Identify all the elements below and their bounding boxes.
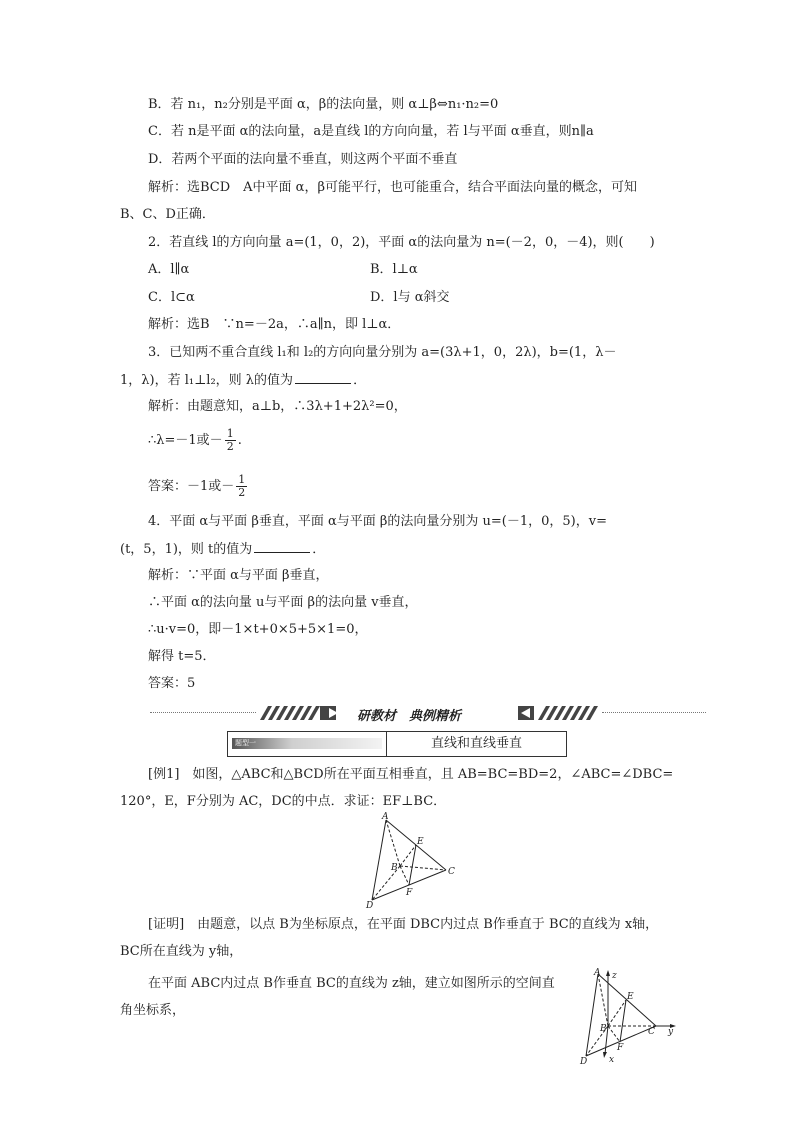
label-d: D: [366, 901, 374, 910]
topic-title: 直线和直线垂直: [430, 736, 522, 751]
topic-tag-cell: [228, 732, 387, 756]
q4-stem-cont: (t，5，1)，则 t的值为 ．: [120, 542, 326, 557]
q2-option-a: A．l∥α: [148, 262, 190, 277]
label-c: C: [448, 867, 455, 877]
option-b: B．若 n₁，n₂分别是平面 α，β的法向量，则 α⊥β⇔n₁·n₂=0: [148, 97, 499, 112]
proof-line-2: BC所在直线为 y轴，: [120, 944, 243, 959]
answer-blank: [254, 541, 310, 553]
banner-title: 研教材 典例精析: [357, 709, 462, 724]
label-y: y: [668, 1027, 674, 1037]
section-banner: [150, 702, 706, 724]
q4-answer: 答案：5: [148, 676, 196, 691]
label-b: B: [600, 1024, 607, 1034]
example-stem-cont: 120°，E，F分别为 AC，DC的中点．求证：EF⊥BC．: [120, 794, 447, 809]
label-d: D: [580, 1057, 588, 1066]
label-f: F: [617, 1043, 624, 1053]
fraction: $\frac{1}{2}$: [226, 427, 234, 453]
q1-analysis-cont: B、C、D正确．: [120, 207, 215, 222]
q3-analysis-result: ∴λ=－1或－ $\frac{1}{2}$ .: [148, 427, 242, 453]
q2-option-d: D．l与 α斜交: [370, 290, 450, 305]
q4-analysis-1: 解析：∵平面 α与平面 β垂直，: [148, 568, 329, 583]
q4-analysis-2: ∴平面 α的法向量 u与平面 β的法向量 v垂直，: [148, 595, 418, 610]
q1-analysis: 解析：选BCD A中平面 α，β可能平行，也可能重合，结合平面法向量的概念，可知: [148, 180, 637, 195]
label-c: C: [648, 1027, 655, 1037]
fraction: $\frac{1}{2}$: [238, 473, 246, 499]
q2-analysis: 解析：选B ∵n=－2a，∴a∥n，即 l⊥α．: [148, 317, 401, 332]
q2-option-c: C．l⊂α: [148, 290, 195, 305]
label-x: x: [609, 1055, 615, 1065]
proof-line-4: 角坐标系，: [120, 1003, 186, 1018]
label-a: A: [382, 812, 389, 822]
q4-analysis-4: 解得 t=5．: [148, 649, 216, 664]
q3-answer: 答案：－1或－ $\frac{1}{2}$: [148, 473, 246, 499]
q3-stem-cont: 1，λ)，若 l₁⊥l₂，则 λ的值为 ．: [120, 373, 367, 388]
label-e: E: [627, 992, 634, 1002]
option-c: C．若 n是平面 α的法向量，a是直线 l的方向向量，若 l与平面 α垂直，则n∥a: [148, 124, 594, 139]
label-f: F: [406, 888, 413, 898]
q2-stem: 2．若直线 l的方向向量 a=(1，0，2)，平面 α的法向量为 n=(－2，0，－4)，则( ): [148, 235, 655, 250]
divider: [150, 712, 256, 713]
option-d: D．若两个平面的法向量不垂直，则这两个平面不垂直: [148, 152, 458, 167]
coordinate-figure: [572, 966, 682, 1066]
q4-stem: 4．平面 α与平面 β垂直，平面 α与平面 β的法向量分别为 u=(－1，0，5)，v=: [148, 514, 607, 529]
example-stem: [例1] 如图，△ABC和△BCD所在平面互相垂直，且 AB=BC=BD=2，∠ABC=∠DBC=: [148, 767, 674, 782]
label-z: z: [612, 971, 617, 981]
topic-tag: 题型一: [235, 739, 256, 747]
divider: [602, 712, 706, 713]
q2-option-b: B．l⊥α: [370, 262, 418, 277]
q4-analysis-3: ∴u·v=0，即－1×t+0×5+5×1=0，: [148, 622, 368, 637]
proof-line-1: [证明] 由题意，以点 B为坐标原点，在平面 DBC内过点 B作垂直于 BC的直线为 x轴，: [148, 917, 659, 932]
topic-box: [227, 731, 567, 757]
q3-analysis: 解析：由题意知，a⊥b，∴3λ+1+2λ²=0，: [148, 399, 407, 414]
q3-stem: 3．已知两不重合直线 l₁和 l₂的方向向量分别为 a=(3λ+1，0，2λ)，b=(1，λ－: [148, 345, 617, 360]
proof-line-3: 在平面 ABC内过点 B作垂直 BC的直线为 z轴，建立如图所示的空间直: [148, 976, 555, 991]
label-b: B: [391, 863, 398, 873]
answer-blank: [295, 372, 351, 384]
tetrahedron-figure: [362, 810, 462, 910]
label-e: E: [417, 837, 424, 847]
label-a: A: [594, 968, 601, 978]
